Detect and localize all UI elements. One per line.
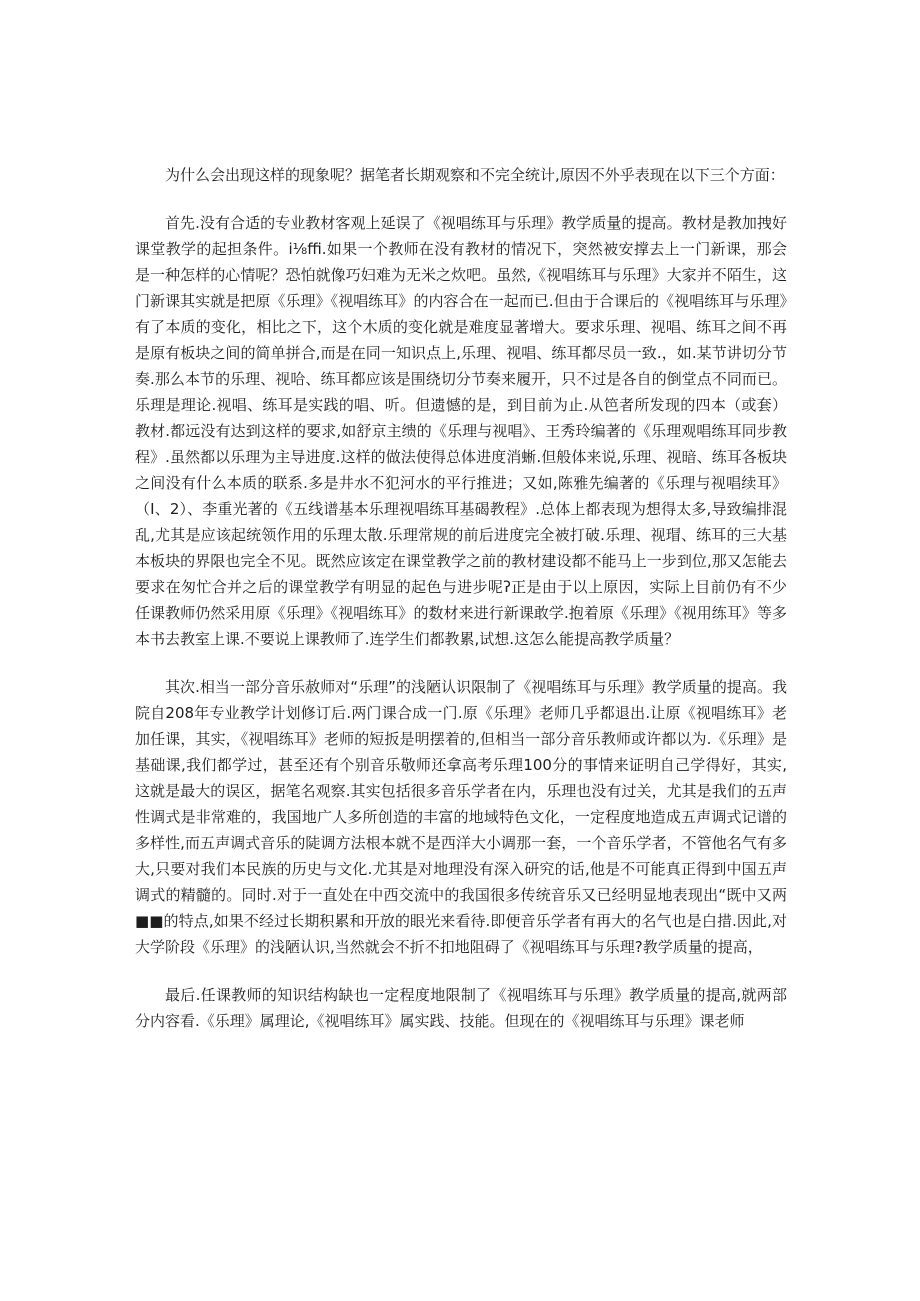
paragraph-intro: 为什么会出现这样的现象呢？据笔者长期观察和不完全统计,原因不外乎表现在以下三个方面：: [165, 166, 785, 184]
document-body: [135, 162, 787, 1056]
paragraph-second-reason: 其次.相当一部分音乐赦师对“乐理”的浅陋认识限制了《视唱练耳与乐理》教学质量的提高。我院自208年专业教学计划修订后.两门课合成一门.原《乐理》老师几乎都退出.让原《视唱练耳》老加任课，其实，《视唱练耳》老师的短扳是明摆着的,但相当一部分音乐教师或许都以为.《乐理》是基础课,我们都学过，甚至还有个别音乐敬师还拿高考乐理100分的事情来证明自己学得好，其实,这就是最大的误区，据笔名观察.其实包括很多音乐学者在内，乐理也没有过关，尤其是我们的五声性调式是非常难的，我国地广人多所创造的丰富的地域特色文化，一定程度地造成五声调式记谱的多样性,而五声调式音乐的陡调方法根本就不是西洋大小调那一套，一个音乐学者，不管他名气有多大,只要对我们本民族的历史与文化.尤其是对地理没有深入研究的话,他是不可能真正得到中国五声调式的精髓的。同时.对于一直处在中西交流中的我国很多传统音乐又已经明显地表现出“既中又两■■的特点,如果不经过长期积累和开放的眼光来看待.即便音乐学者有再大的名气也是白措.因此,对大学阶段《乐理》的浅陋认识,当然就会不折不扣地阻碍了《视唱练耳与乐理?教学质量的提高，: [135, 678, 787, 956]
paragraph-third-reason: 最后.任课教师的知识结构缺也一定程度地限制了《视唱练耳与乐理》教学质量的提高,就两部分内容看.《乐理》属理论,《视唱练耳》属实践、技能。但现在的《视唱练耳与乐理》课老师: [135, 986, 787, 1030]
paragraph-first-reason: 首先.没有合适的专业教材客观上延误了《视唱练耳与乐理》教学质量的提高。教材是教加拽好课堂教学的起担条件。i⅛ffi.如果一个教师在没有教材的情况下，突然被安撑去上一门新课，那会是一种怎样的心情呢？恐怕就像巧妇难为无米之炊吧。虽然,《视唱练耳与乐理》大家并不陌生，这门新课其实就是把原《乐理》《视唱练耳》的内容合在一起而已.但由于合课后的《视唱练耳与乐理》有了本质的变化，相比之下，这个木质的变化就是难度显著增大。要求乐理、视唱、练耳之间不再是原有板块之间的简单拼合,而是在同一知识点上,乐理、视唱、练耳都尽员一致.，如.某节讲切分节奏.那么本节的乐理、视哈、练耳都应该是围绕切分节奏来履开，只不过是各自的倒堂点不同而已。乐理是理论.视唱、练耳是实践的唱、听。但遗憾的是，到目前为止.从笆者所发现的四本（或套）教材.都远没有达到这样的要求,如舒京主缋的《乐理与视唱》、王秀玲编著的《乐理观唱练耳同步教程》.虽然都以乐理为主导进度.这样的做法使得总体进度消蜥.但般体来说,乐理、视暗、练耳各板块之间没有什么本质的联系.多是井水不犯河水的平行推进；又如,陈雅先编著的《乐理与视唱续耳》（I、2）、李重光著的《五线谱基本乐理视唱练耳基碣教程》.总体上都表现为想得太多,导致编排混乱,尤其是应该起统领作用的乐理太散.乐理常规的前后进度完全被打破.乐理、视瑁、练耳的三大基本板块的界限也完全不见。既然应该定在课堂教学之前的教材建设都不能马上一步到位,那又怎能去要求在匆忙合并之后的课堂教学有明显的起色与进步呢ʔ正是由于以上原因，实际上目前仍有不少任课教师仍然采用原《乐理》《视唱练耳》的数材来进行新课敢学.抱着原《乐理》《视用练耳》等多本书去教室上课.不要说上课教师了.连学生们都教累,试想.这怎么能提高教学质量？: [135, 214, 787, 648]
